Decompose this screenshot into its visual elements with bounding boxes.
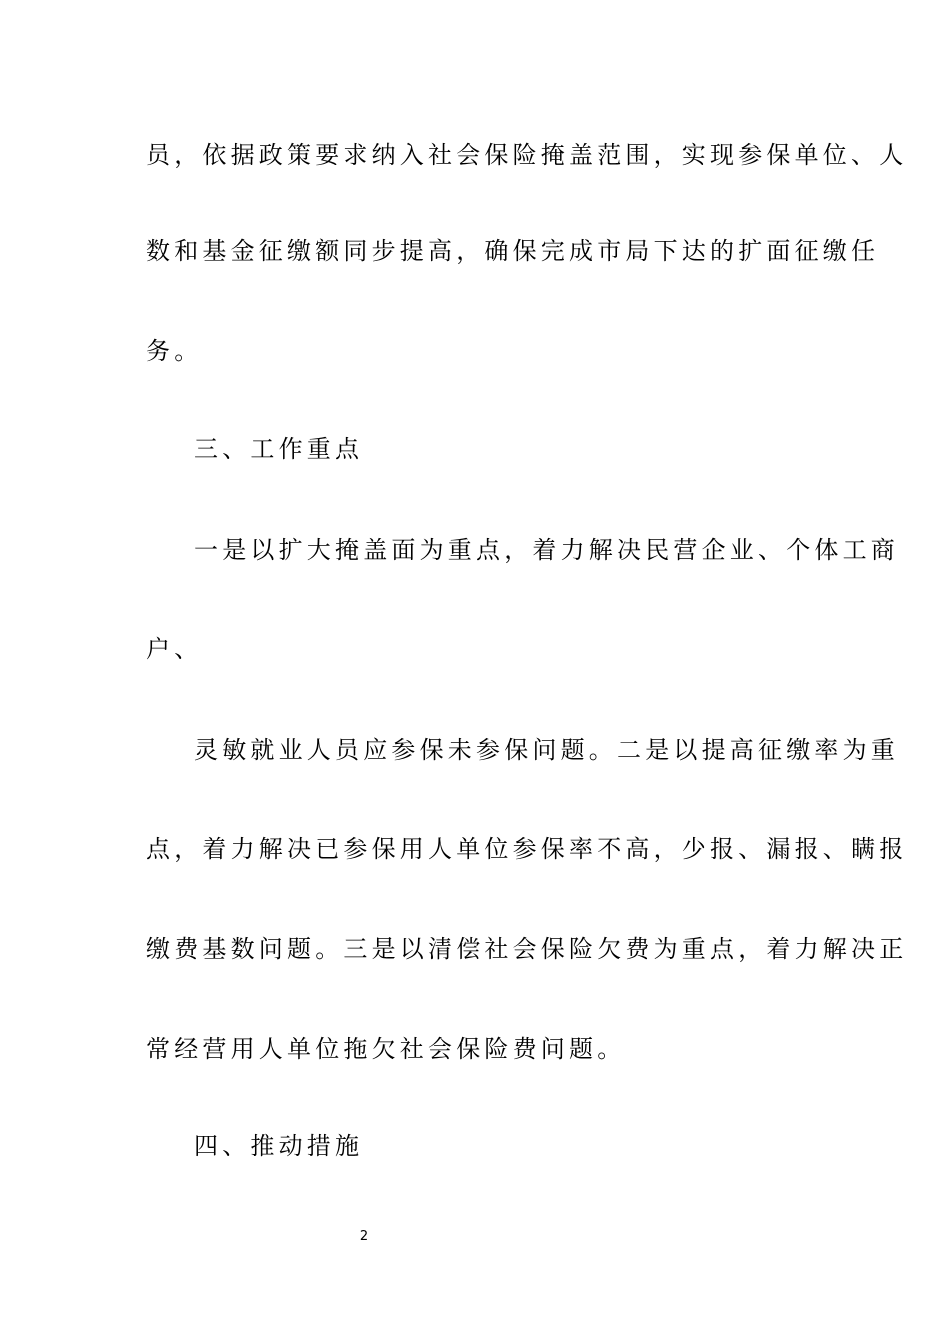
paragraph-line-6: 灵敏就业人员应参保未参保问题。二是以提高征缴率为重	[194, 736, 899, 764]
paragraph-line-4: 一是以扩大掩盖面为重点，着力解决民营企业、个体工商	[194, 536, 899, 564]
section-heading-measures: 四、推动措施	[194, 1132, 364, 1160]
paragraph-line-5: 户、	[146, 635, 203, 663]
paragraph-line-1: 员，依据政策要求纳入社会保险掩盖范围，实现参保单位、人	[146, 141, 908, 169]
paragraph-line-2: 数和基金征缴额同步提高，确保完成市局下达的扩面征缴任	[146, 237, 880, 265]
paragraph-line-3: 务。	[146, 337, 203, 365]
paragraph-line-9: 常经营用人单位拖欠社会保险费问题。	[146, 1035, 626, 1063]
paragraph-line-8: 缴费基数问题。三是以清偿社会保险欠费为重点，着力解决正	[146, 935, 908, 963]
page-number: 2	[359, 1229, 369, 1244]
section-heading-work-focus: 三、工作重点	[194, 435, 364, 463]
paragraph-line-7: 点，着力解决已参保用人单位参保率不高，少报、漏报、瞒报	[146, 835, 908, 863]
